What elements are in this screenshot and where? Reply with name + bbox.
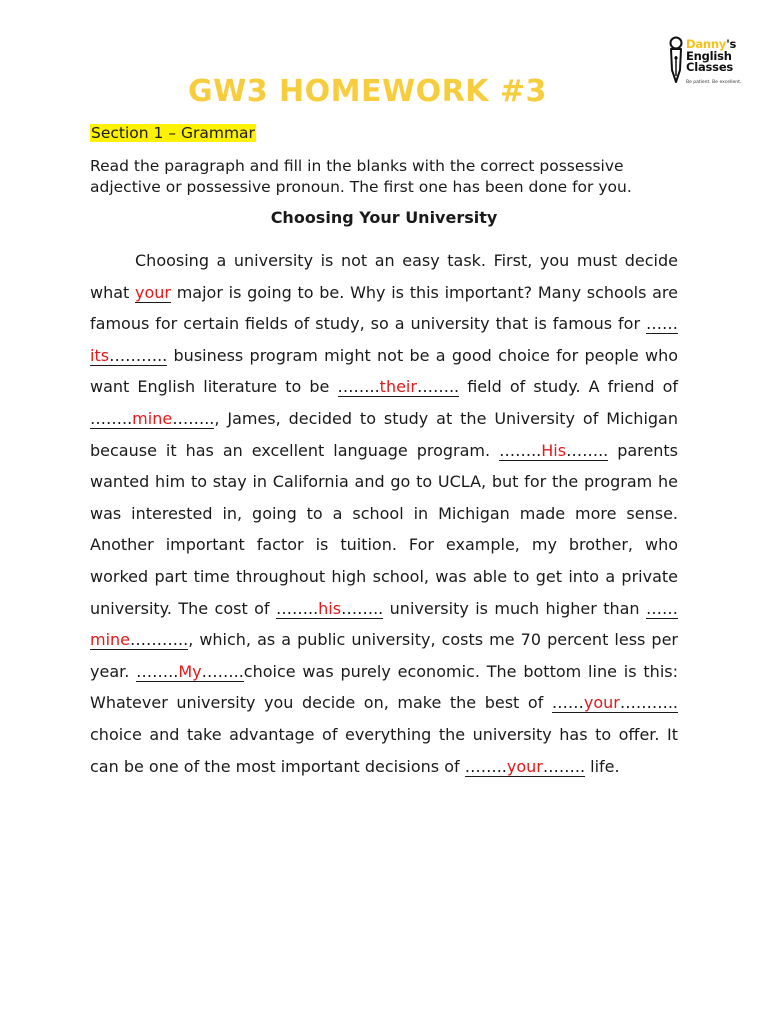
logo-text: Danny's English Classes — [686, 37, 737, 74]
section-label: Section 1 – Grammar — [91, 124, 255, 142]
logo-tagline: Be patient. Be excellent. — [686, 80, 742, 85]
blank-8: ……your……….. — [551, 693, 678, 713]
passage-paragraph: Choosing a university is not an easy task. First, you must decide what your major is going to be. Why is this important? Many schools are famous for certain fields of study, so a university that is famous for ……its……….. business program might not be a good choice for people who want English literature to be ……..their…….. field of study. A friend of ……..mine…….., James, decided to study at the University of Michigan because it has an excellent language program. ……..His…….. parents wanted him to stay in California and go to UCLA, but for the program he was interested in, going to a school in Michigan made more sense. Another important factor is tuition. For example, my brother, who worked part time throughout high school, was able to get into a private university. The cost of ……..his…….. university is much higher than ……mine……….., which, as a public university, costs me 70 percent less per year. ……..My……..choice was purely economic. The bottom line is this: Whatever university you decide on, make the best of ……your……….. choice and take advantage of everything the university has to offer. It can be one of the most important decisions of ……..your…….. life. — [90, 251, 678, 776]
instructions: Read the paragraph and fill in the blanks with the correct possessive adjective or possessive pronoun. The first one has been done for you. — [90, 157, 632, 196]
blank-3: ……..mine…….. — [90, 408, 215, 428]
blank-7: ……..My…….. — [136, 661, 244, 681]
passage-heading: Choosing Your University — [270, 208, 498, 227]
page-title: GW3 HOMEWORK #3 — [188, 74, 547, 109]
blank-1: ……its……….. — [90, 314, 678, 365]
logo — [668, 36, 760, 90]
example-answer: your — [135, 282, 171, 302]
blank-9: ……..your…….. — [464, 756, 586, 776]
pen-nib-icon — [668, 36, 684, 86]
blank-5: ……..his…….. — [275, 598, 384, 618]
blank-2: ……..their…….. — [337, 377, 460, 397]
blank-6: ……mine……….. — [90, 598, 678, 650]
blank-4: ……..His…….. — [499, 440, 609, 460]
